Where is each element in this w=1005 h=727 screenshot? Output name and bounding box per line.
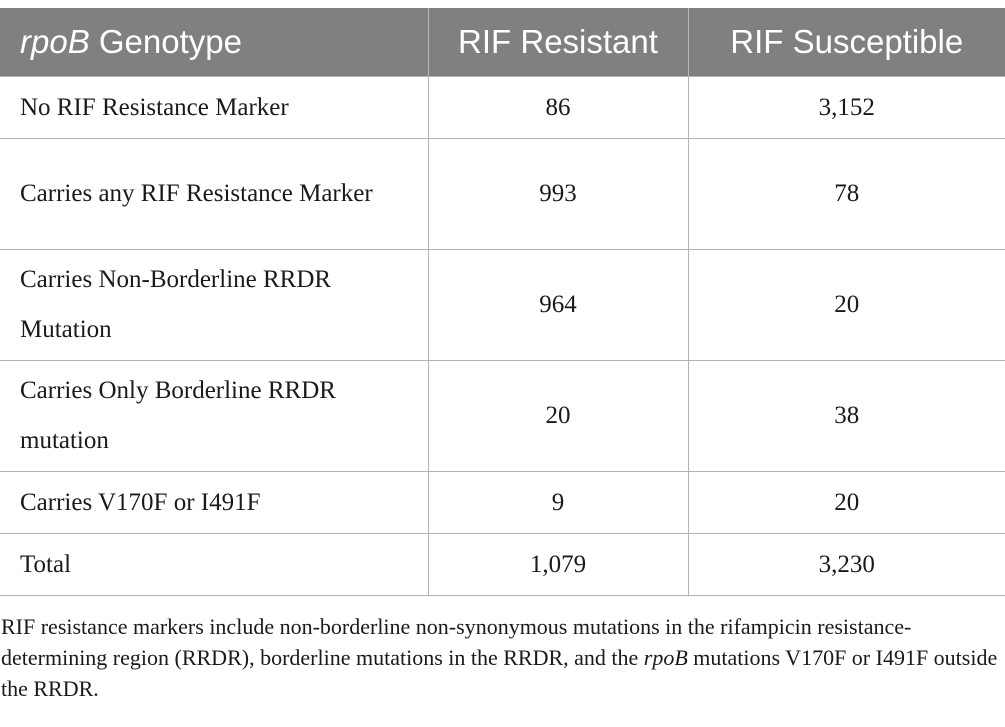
genotype-table	[0, 8, 1005, 596]
susceptible-cell: 20	[688, 250, 1005, 361]
footnote-italic: rpoB	[643, 645, 688, 670]
genotype-cell: No RIF Resistance Marker	[0, 77, 428, 139]
header-rif-susceptible: RIF Susceptible	[688, 8, 1005, 77]
table-row	[0, 139, 1005, 250]
header-genotype-rest: Genotype	[89, 23, 242, 60]
footnote-text-1: RIF resistance markers include non-borderline non-synonymous mutations in the rifampicin resistance-determining region (RRDR), borderline mutations in the RRDR, and the	[1, 614, 912, 670]
table-body	[0, 77, 1005, 596]
resistant-cell: 86	[428, 77, 688, 139]
header-genotype-italic: rpoB	[20, 23, 90, 60]
susceptible-cell: 78	[688, 139, 1005, 250]
resistant-cell: 20	[428, 361, 688, 472]
genotype-cell: Total	[0, 534, 428, 596]
footnote-text-2: mutations V170F or I491F outside the RRDR.	[1, 645, 998, 701]
header-row	[0, 8, 1005, 77]
header-rif-resistant: RIF Resistant	[428, 8, 688, 77]
resistant-cell: 964	[428, 250, 688, 361]
table-row	[0, 361, 1005, 472]
genotype-cell: Carries Only Borderline RRDR mutation	[0, 361, 428, 472]
table-row	[0, 472, 1005, 534]
resistant-cell: 9	[428, 472, 688, 534]
susceptible-cell: 3,230	[688, 534, 1005, 596]
genotype-cell: Carries V170F or I491F	[0, 472, 428, 534]
table-footnote	[0, 596, 1005, 704]
susceptible-cell: 20	[688, 472, 1005, 534]
susceptible-cell: 3,152	[688, 77, 1005, 139]
susceptible-cell: 38	[688, 361, 1005, 472]
table-container	[0, 8, 1005, 704]
table-row	[0, 250, 1005, 361]
table-row-total	[0, 534, 1005, 596]
table-row	[0, 77, 1005, 139]
genotype-cell: Carries Non-Borderline RRDR Mutation	[0, 250, 428, 361]
resistant-cell: 1,079	[428, 534, 688, 596]
header-genotype	[0, 8, 428, 77]
genotype-cell: Carries any RIF Resistance Marker	[0, 139, 428, 250]
resistant-cell: 993	[428, 139, 688, 250]
table-header	[0, 8, 1005, 77]
